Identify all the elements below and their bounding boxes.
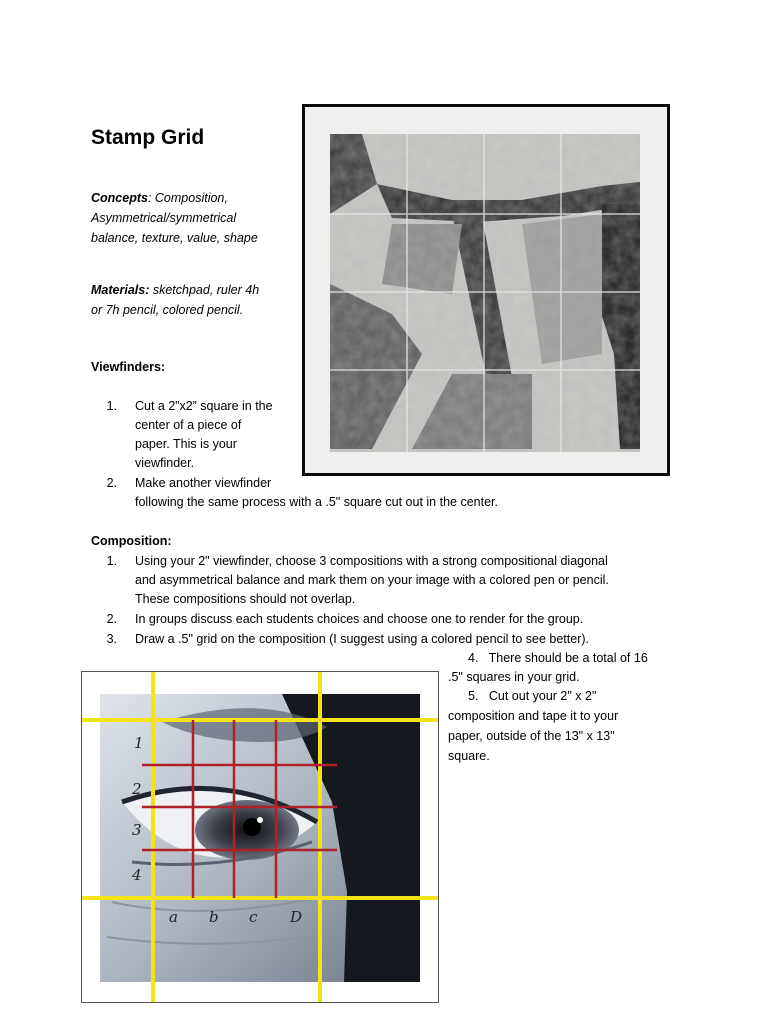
page-title: Stamp Grid	[91, 126, 205, 149]
eye-grid-image	[81, 671, 439, 1003]
composition-item-3-line-1: Draw a .5" grid on the composition (I suggest using a colored pencil to see better).	[135, 632, 589, 646]
composition-list	[91, 551, 691, 651]
concepts-block	[91, 188, 301, 248]
composition-item-4-line-2: .5" squares in your grid.	[448, 670, 580, 684]
composition-item-1-line-1: Using your 2" viewfinder, choose 3 compositions with a strong compositional diagonal	[135, 554, 608, 568]
col-label-b: b	[209, 908, 219, 926]
viewfinder-item-1-line-4: viewfinder.	[135, 456, 195, 470]
composition-item-1-line-2: and asymmetrical balance and mark them on your image with a colored pen or pencil.	[135, 573, 609, 587]
composition-heading: Composition:	[91, 534, 172, 548]
row-label-4: 4	[132, 866, 142, 884]
viewfinder-item-2-line-1: Make another viewfinder	[135, 476, 272, 490]
red-grid	[142, 720, 337, 898]
composition-item-5-line-3: paper, outside of the 13" x 13"	[448, 729, 615, 743]
viewfinder-item-2-number: 2.	[106, 476, 117, 490]
composition-item-4-number: 4.	[468, 651, 479, 665]
materials-line-1: sketchpad, ruler 4h	[149, 283, 260, 297]
composition-item-4-text: There should be a total of 16	[488, 651, 648, 665]
materials-line-2: or 7h pencil, colored pencil.	[91, 303, 244, 317]
composition-item-5-line-2: composition and tape it to your	[448, 709, 619, 723]
stamp-tiles	[330, 134, 640, 452]
col-label-c: c	[249, 908, 258, 926]
row-label-2: 2	[132, 780, 142, 798]
materials-label: Materials:	[91, 283, 150, 297]
viewfinder-item-1-line-3: paper. This is your	[135, 437, 237, 451]
concepts-line-2: Asymmetrical/symmetrical	[91, 211, 237, 225]
viewfinder-item-1-line-1: Cut a 2”x2” square in the	[135, 399, 273, 413]
composition-item-4-line-1	[468, 648, 648, 668]
row-label-1: 1	[134, 734, 144, 752]
col-label-a: a	[169, 908, 178, 926]
composition-item-5-line-4: square.	[448, 749, 490, 763]
composition-item-5-line-1	[468, 686, 596, 706]
composition-item-2-line-1: In groups discuss each students choices and choose one to render for the group.	[135, 612, 584, 626]
composition-item-5-number: 5.	[468, 689, 479, 703]
viewfinders-heading: Viewfinders:	[91, 360, 166, 374]
grid-overlay	[82, 672, 438, 1002]
concepts-label: Concepts	[91, 191, 148, 205]
composition-item-5-text: Cut out your 2" x 2"	[488, 689, 597, 703]
viewfinder-item-1-line-2: center of a piece of	[135, 418, 242, 432]
materials-block	[91, 280, 301, 320]
stamp-grid-artwork	[302, 104, 670, 476]
viewfinder-item-2-line-2: following the same process with a .5" square cut out in the center.	[135, 495, 498, 509]
composition-wrap-list	[448, 648, 688, 778]
row-label-3: 3	[132, 821, 142, 839]
concepts-line-1: : Composition,	[147, 191, 228, 205]
composition-item-3-number: 3.	[106, 632, 117, 646]
composition-item-1-number: 1.	[106, 554, 117, 568]
concepts-line-3: balance, texture, value, shape	[91, 231, 258, 245]
composition-item-2-number: 2.	[106, 612, 117, 626]
col-label-d: D	[290, 908, 303, 926]
composition-item-1-line-3: These compositions should not overlap.	[135, 592, 356, 606]
viewfinder-item-1-number: 1.	[106, 399, 117, 413]
